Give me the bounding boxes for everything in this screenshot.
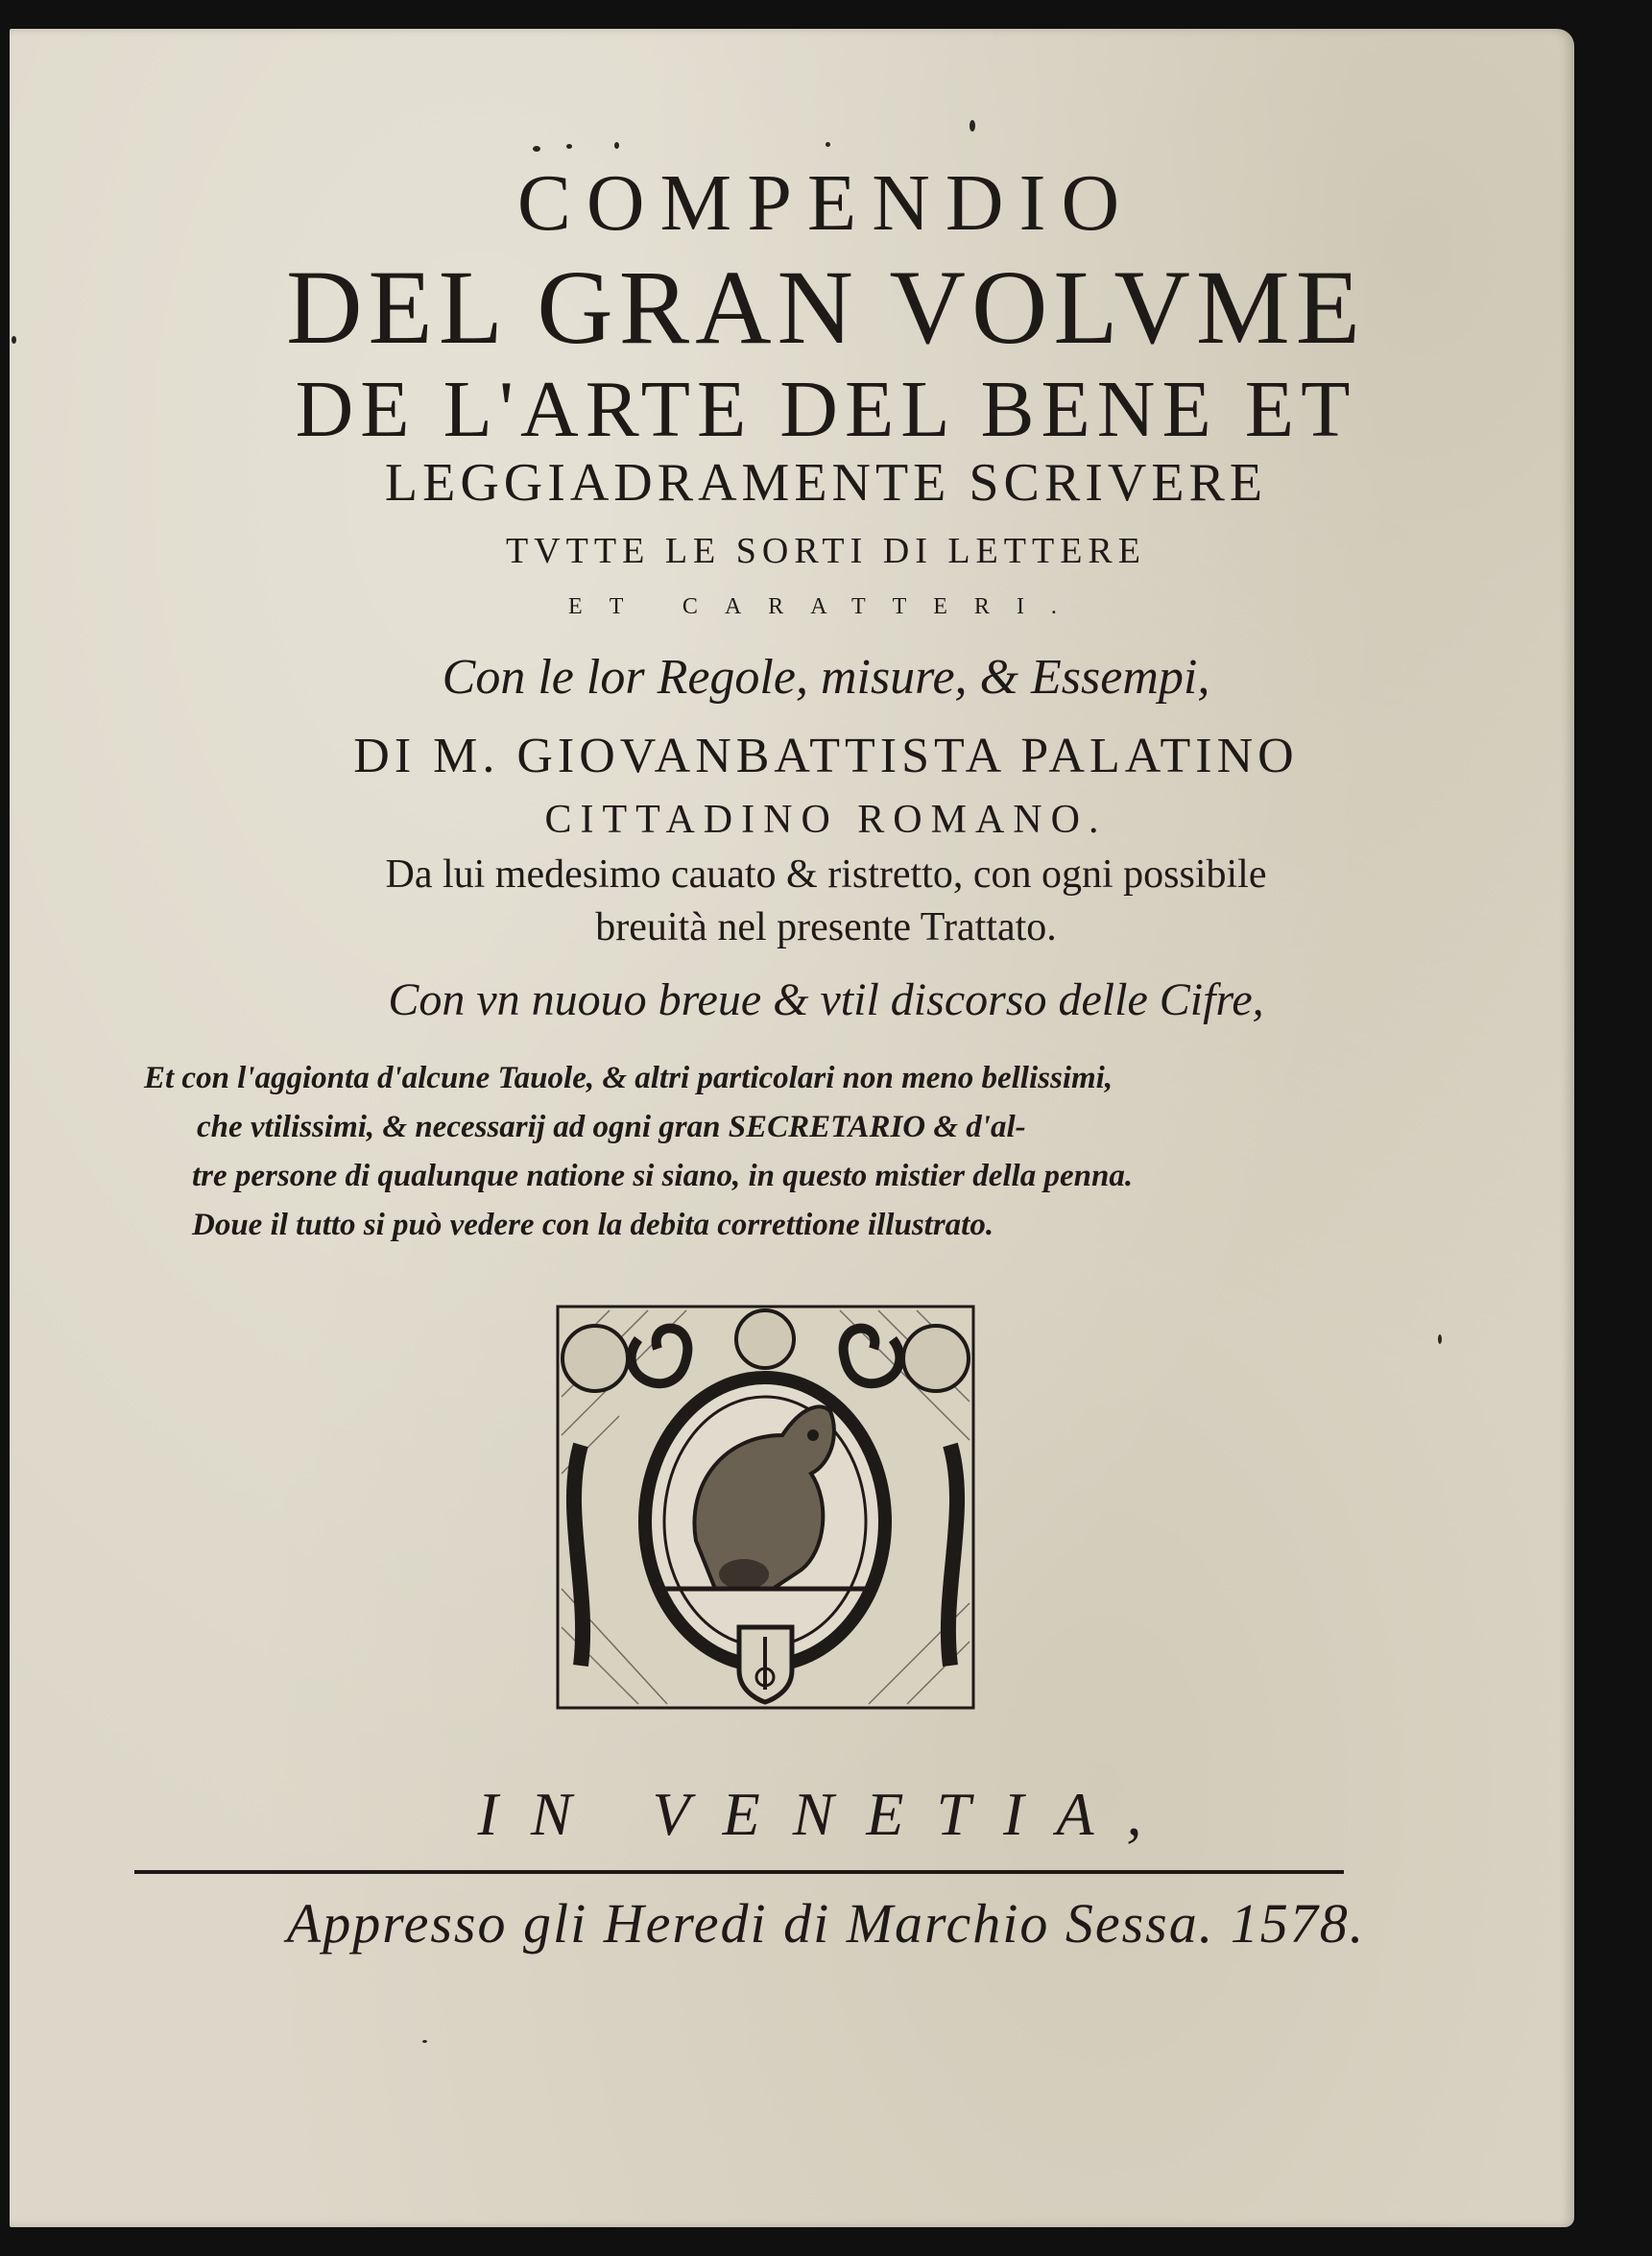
title-line-del-gran-volume: DEL GRAN VOLVME	[286, 249, 1366, 366]
author-origin-line: CITTADINO ROMANO.	[544, 798, 1108, 842]
paragraph-line-3: tre persone di qualunque natione si siano, in questo mistier della penna.	[192, 1159, 1134, 1193]
paragraph-line-1: Et con l'aggionta d'alcune Tauole, & altri particolari non meno bellissimi,	[144, 1061, 1113, 1095]
paragraph-line-4: Doue il tutto si può vedere con la debita correttione illustrato.	[192, 1208, 994, 1242]
description-line-2: breuità nel presente Trattato.	[595, 905, 1057, 949]
printers-device-cat-and-mouse-icon	[552, 1301, 979, 1714]
title-line-arte: DE L'ARTE DEL BENE ET	[295, 365, 1357, 454]
title-line-compendio: COMPENDIO	[516, 158, 1136, 248]
title-line-scrivere: LEGGIADRAMENTE SCRIVERE	[384, 453, 1268, 513]
author-line: DI M. GIOVANBATTISTA PALATINO	[353, 729, 1299, 783]
imprint-line: Appresso gli Heredi di Marchio Sessa. 1578.	[286, 1892, 1366, 1955]
title-line-caratteri: ET CARATTERI.	[568, 594, 1084, 619]
subtitle-regole: Con le lor Regole, misure, & Essempi,	[442, 650, 1210, 705]
title-line-lettere: TVTTE LE SORTI DI LETTERE	[506, 531, 1146, 571]
paragraph-line-2: che vtilissimi, & necessarij ad ogni gran SECRETARIO & d'al-	[197, 1110, 1026, 1144]
horizontal-rule	[134, 1870, 1344, 1874]
cifre-line: Con vn nuouo breue & vtil discorso delle Cifre,	[388, 974, 1264, 1025]
description-line-1: Da lui medesimo cauato & ristretto, con ogni possibile	[385, 852, 1267, 897]
place-of-publication: IN VENETIA,	[477, 1780, 1175, 1848]
